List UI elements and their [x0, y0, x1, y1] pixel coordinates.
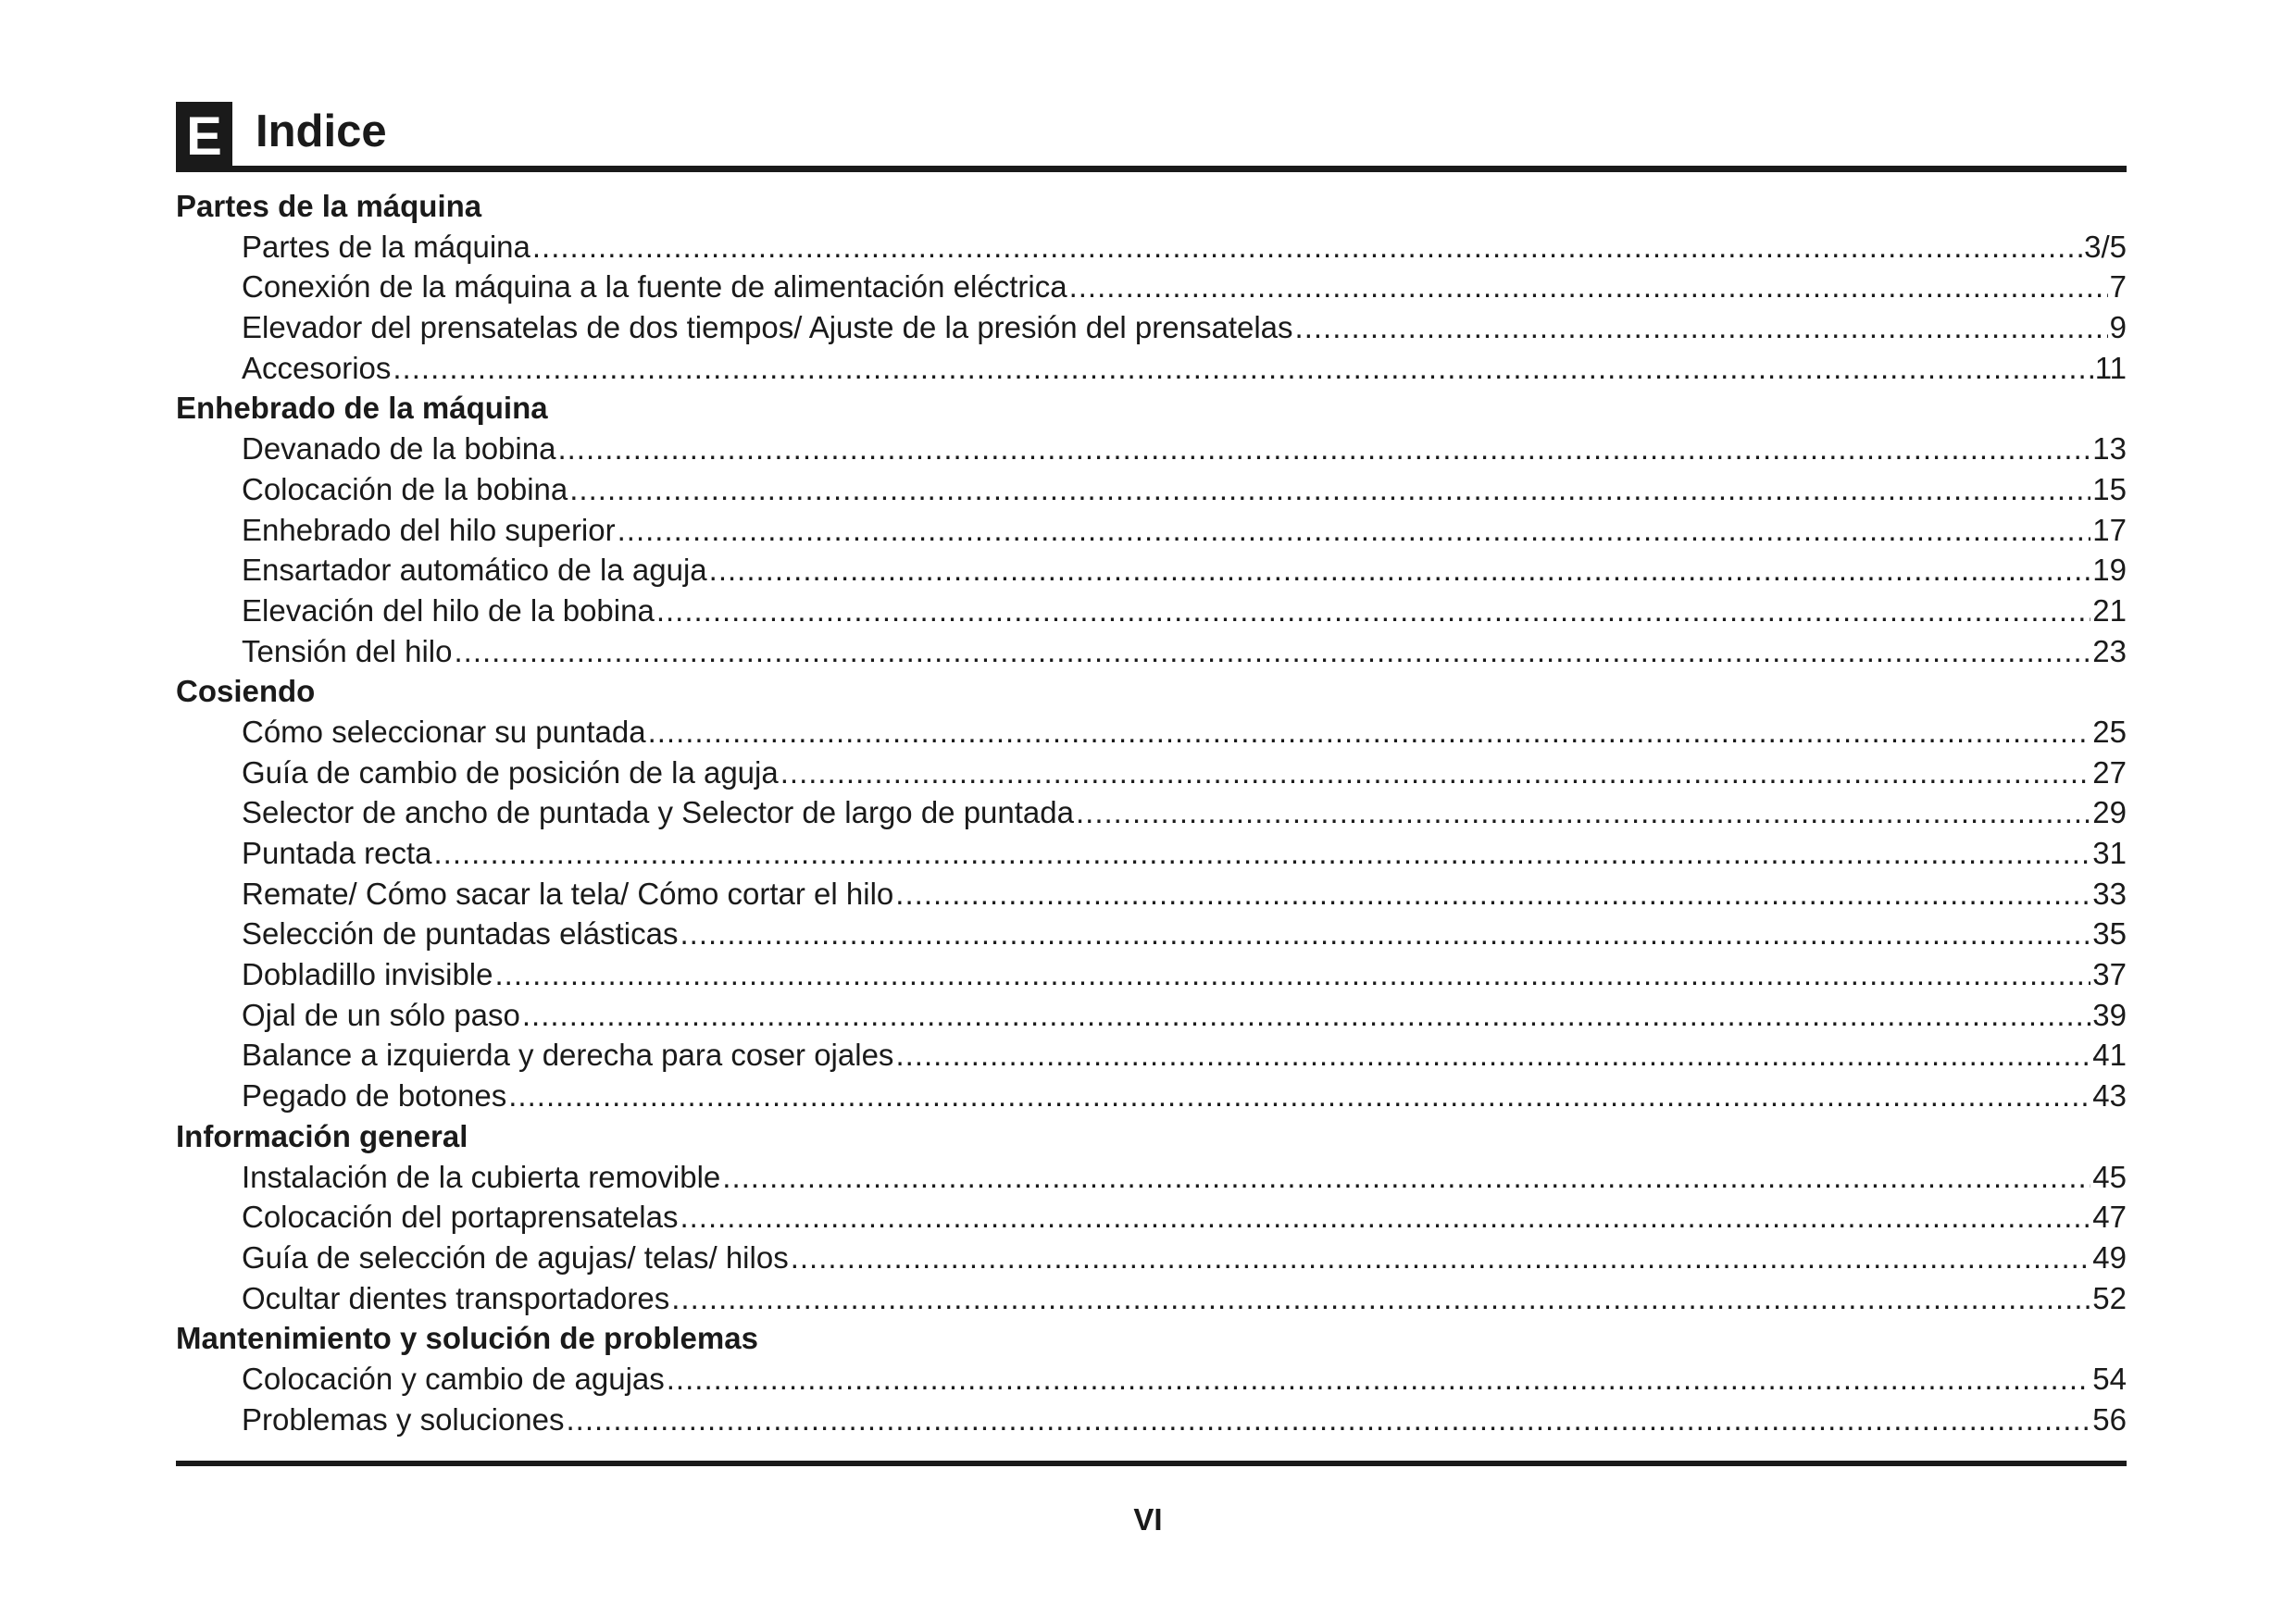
toc-entry-title: Ocultar dientes transportadores	[242, 1280, 670, 1315]
dot-leader	[433, 833, 2090, 874]
toc-entry[interactable]	[176, 833, 2127, 874]
toc-entry-title: Elevación del hilo de la bobina	[242, 592, 655, 628]
toc-entry-title: Enhebrado del hilo superior	[242, 512, 616, 547]
toc-entry-page: 15	[2092, 471, 2127, 506]
toc-entry-page: 56	[2092, 1401, 2127, 1437]
toc-entry-page: 19	[2092, 553, 2127, 588]
toc-entry[interactable]	[176, 1278, 2127, 1319]
toc-entry-title: Cómo seleccionar su puntada	[242, 714, 646, 749]
toc-entry[interactable]	[176, 1197, 2127, 1238]
toc-entry[interactable]	[176, 753, 2127, 793]
toc-entry-title: Elevador del prensatelas de dos tiempos/ Ajuste de la presión del prensatelas	[242, 310, 1293, 345]
toc-entry-title: Selección de puntadas elásticas	[242, 916, 679, 952]
toc-entry[interactable]	[176, 307, 2127, 348]
toc-entry[interactable]	[176, 792, 2127, 833]
toc-entry[interactable]	[176, 954, 2127, 995]
dot-leader	[648, 712, 2091, 753]
page-title: Indice	[256, 106, 387, 156]
dot-leader	[680, 1197, 2090, 1238]
toc-entry[interactable]	[176, 550, 2127, 591]
toc-entry-title: Remate/ Cómo sacar la tela/ Cómo cortar el hilo	[242, 876, 894, 911]
toc-entry-page: 17	[2092, 512, 2127, 547]
toc-entry[interactable]	[176, 429, 2127, 469]
toc-entry-title: Colocación de la bobina	[242, 471, 568, 506]
toc-entry-page: 29	[2092, 795, 2127, 830]
toc-entry-title: Devanado de la bobina	[242, 431, 556, 467]
section-heading: Partes de la máquina	[176, 189, 482, 223]
toc-entry-title: Instalación de la cubierta removible	[242, 1159, 721, 1194]
toc-entry[interactable]	[176, 469, 2127, 510]
toc-entry-page: 45	[2092, 1159, 2127, 1194]
toc-entry[interactable]	[176, 510, 2127, 551]
toc-entry-page: 33	[2092, 876, 2127, 911]
toc-entry-title: Colocación y cambio de agujas	[242, 1361, 665, 1396]
toc-entry-page: 41	[2092, 1038, 2127, 1073]
toc-entry[interactable]	[176, 1157, 2127, 1198]
dot-leader	[895, 1035, 2090, 1076]
page-number: VI	[1133, 1502, 1163, 1537]
toc-entry-title: Problemas y soluciones	[242, 1401, 565, 1437]
toc-entry[interactable]	[176, 591, 2127, 631]
toc-entry-page: 7	[2109, 269, 2127, 305]
toc-entry[interactable]	[176, 227, 2127, 268]
dot-leader	[667, 1359, 2091, 1400]
toc-entry-page: 27	[2092, 754, 2127, 790]
toc-entry-page: 43	[2092, 1078, 2127, 1114]
dot-leader	[522, 995, 2090, 1036]
dot-leader	[567, 1400, 2091, 1440]
toc-entry-page: 21	[2092, 592, 2127, 628]
toc-entry-page: 23	[2092, 633, 2127, 668]
dot-leader	[1295, 307, 2108, 348]
toc-entry-page: 9	[2109, 310, 2127, 345]
toc-entry-title: Selector de ancho de puntada y Selector de largo de puntada	[242, 795, 1074, 830]
dot-leader	[895, 874, 2090, 915]
toc-entry-page: 37	[2092, 957, 2127, 992]
toc-entry-page: 11	[2094, 350, 2127, 385]
dot-leader	[1069, 267, 2108, 307]
language-badge: E	[176, 102, 232, 166]
toc-entry-page: 52	[2092, 1280, 2127, 1315]
section-heading: Cosiendo	[176, 674, 316, 709]
toc-entry[interactable]	[176, 1076, 2127, 1116]
toc-entry-page: 35	[2092, 916, 2127, 952]
dot-leader	[709, 550, 2091, 591]
toc-entry-title: Accesorios	[242, 350, 392, 385]
toc-entry[interactable]	[176, 267, 2127, 307]
toc-entry-title: Ensartador automático de la aguja	[242, 553, 707, 588]
dot-leader	[656, 591, 2090, 631]
toc-entry-title: Tensión del hilo	[242, 633, 453, 668]
dot-leader	[722, 1157, 2090, 1198]
dot-leader	[618, 510, 2091, 551]
dot-leader	[1076, 792, 2090, 833]
toc-entry-page: 49	[2092, 1239, 2127, 1275]
toc-entry-title: Dobladillo invisible	[242, 957, 493, 992]
toc-entry[interactable]	[176, 914, 2127, 954]
toc-entry-title: Ojal de un sólo paso	[242, 997, 520, 1032]
dot-leader	[671, 1278, 2090, 1319]
toc-entry[interactable]	[176, 348, 2127, 389]
toc-entry[interactable]	[176, 1359, 2127, 1400]
dot-leader	[680, 914, 2090, 954]
toc-entry-title: Partes de la máquina	[242, 229, 530, 264]
toc-entry-title: Conexión de la máquina a la fuente de alimentación eléctrica	[242, 269, 1067, 305]
index-page	[176, 102, 2127, 1439]
toc-entry-page: 13	[2092, 431, 2127, 467]
index-header	[176, 102, 2127, 172]
toc-entry-page: 47	[2092, 1200, 2127, 1235]
bottom-divider	[176, 1461, 2127, 1466]
dot-leader	[557, 429, 2090, 469]
toc-entry-title: Guía de selección de agujas/ telas/ hilos	[242, 1239, 789, 1275]
section-heading: Mantenimiento y solución de problemas	[176, 1321, 758, 1356]
toc-entry-page: 54	[2092, 1361, 2127, 1396]
toc-entry-title: Guía de cambio de posición de la aguja	[242, 754, 779, 790]
toc-entry[interactable]	[176, 631, 2127, 672]
toc-entry[interactable]	[176, 995, 2127, 1036]
dot-leader	[780, 753, 2091, 793]
dot-leader	[569, 469, 2090, 510]
toc-entry-page: 31	[2092, 836, 2127, 870]
toc-entry-page: 25	[2092, 714, 2127, 749]
toc-entry-page: 3/5	[2084, 229, 2127, 264]
dot-leader	[494, 954, 2090, 995]
toc-entry[interactable]	[176, 1238, 2127, 1278]
toc-entry-title: Puntada recta	[242, 836, 432, 870]
dot-leader	[393, 348, 2092, 389]
toc-entry[interactable]	[176, 712, 2127, 753]
section-heading: Información general	[176, 1118, 468, 1153]
dot-leader	[532, 227, 2082, 268]
table-of-contents	[176, 186, 2127, 1439]
toc-entry-title: Balance a izquierda y derecha para coser ojales	[242, 1038, 894, 1073]
dot-leader	[791, 1238, 2091, 1278]
toc-entry[interactable]	[176, 1035, 2127, 1076]
toc-entry-title: Pegado de botones	[242, 1078, 507, 1114]
toc-entry[interactable]	[176, 1400, 2127, 1440]
toc-entry-page: 39	[2092, 997, 2127, 1032]
dot-leader	[455, 631, 2091, 672]
section-heading: Enhebrado de la máquina	[176, 391, 548, 426]
toc-entry-title: Colocación del portaprensatelas	[242, 1200, 679, 1235]
toc-entry[interactable]	[176, 874, 2127, 915]
dot-leader	[508, 1076, 2090, 1116]
